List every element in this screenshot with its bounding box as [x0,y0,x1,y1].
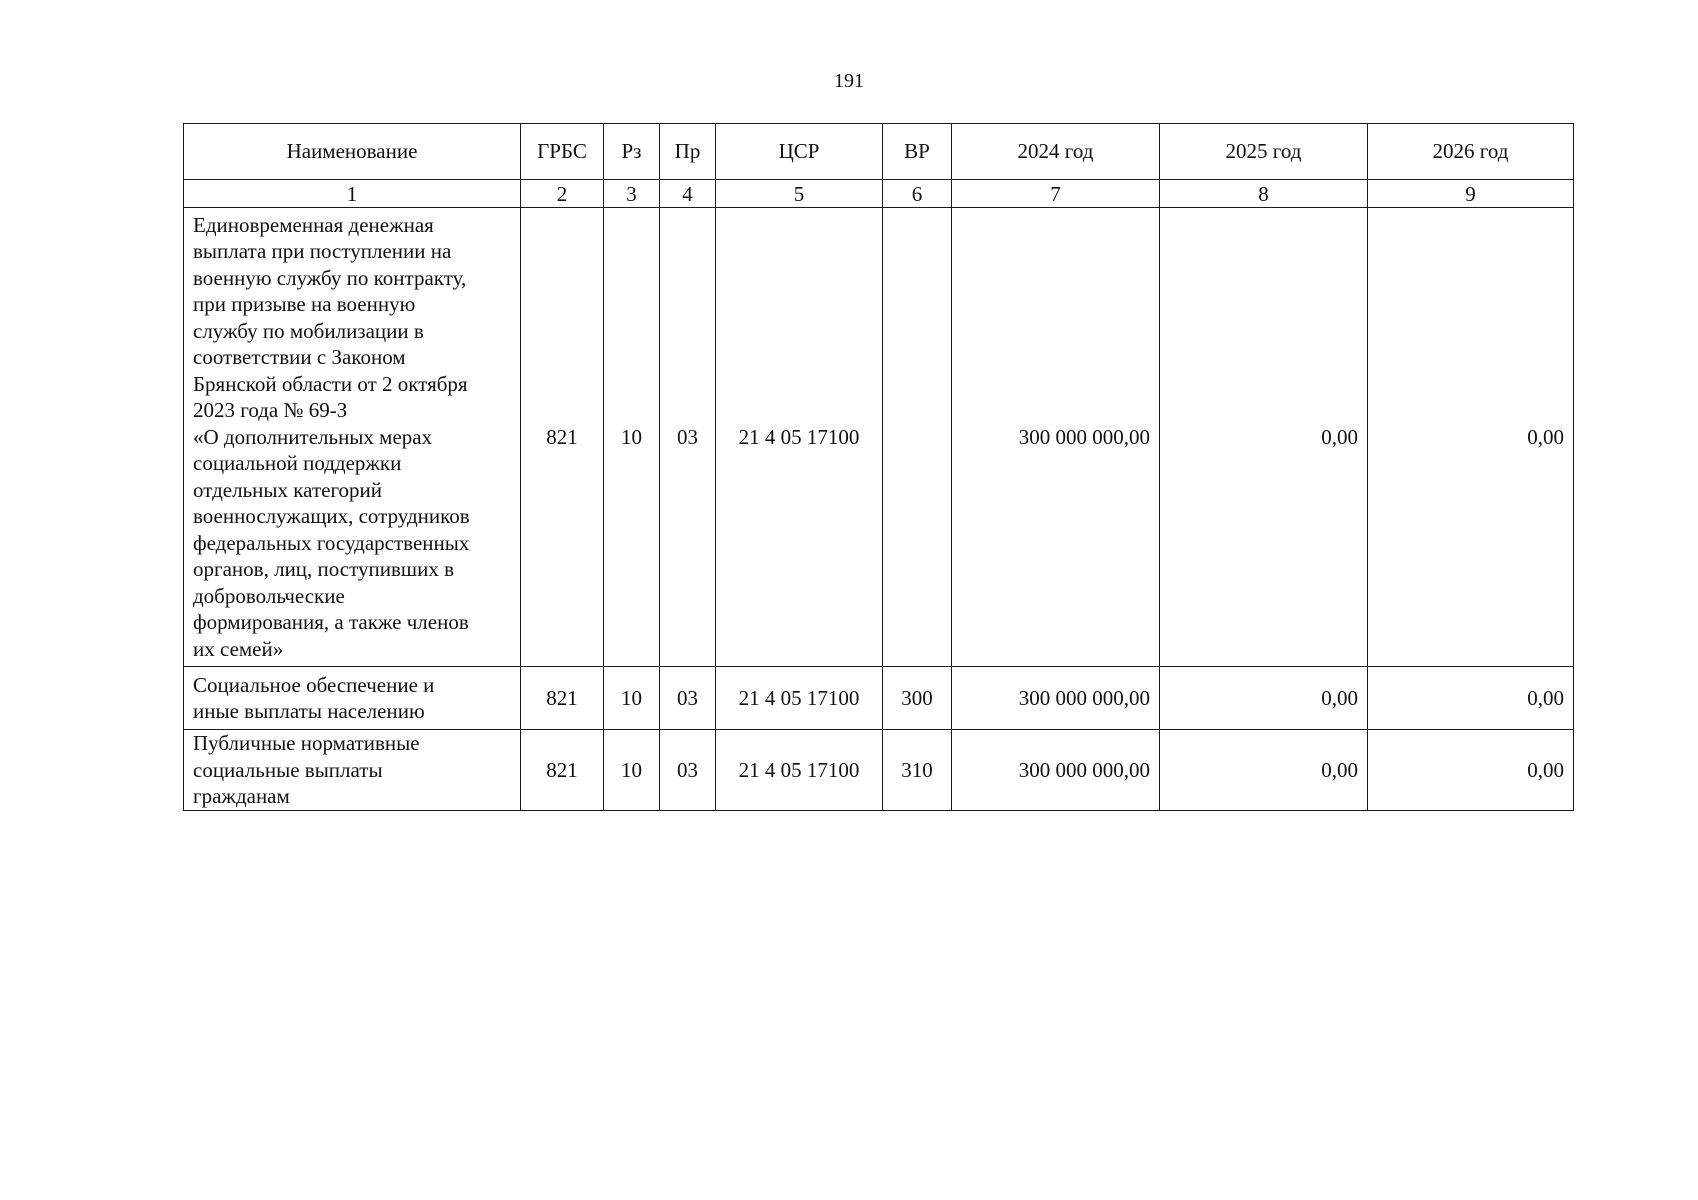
row-pr: 03 [660,730,716,811]
row-vr [883,208,952,667]
row-vr: 310 [883,730,952,811]
header-csr: ЦСР [716,124,883,180]
row-pr: 03 [660,667,716,730]
header-grbs: ГРБС [521,124,604,180]
column-number: 3 [604,180,660,208]
page-number: 191 [834,70,864,92]
row-csr: 21 4 05 17100 [716,730,883,811]
column-number: 2 [521,180,604,208]
header-vr: ВР [883,124,952,180]
column-number-row [184,180,1574,208]
header-rz: Рз [604,124,660,180]
row-2024: 300 000 000,00 [952,208,1160,667]
row-2025: 0,00 [1160,208,1368,667]
table-row [184,730,1574,811]
row-rz: 10 [604,730,660,811]
header-2024: 2024 год [952,124,1160,180]
row-csr: 21 4 05 17100 [716,667,883,730]
row-grbs: 821 [521,208,604,667]
table-row [184,667,1574,730]
row-name: Социальное обеспечение и иные выплаты населению [184,667,521,730]
column-number: 9 [1368,180,1574,208]
row-grbs: 821 [521,730,604,811]
row-vr: 300 [883,667,952,730]
row-2024: 300 000 000,00 [952,730,1160,811]
row-2026: 0,00 [1368,208,1574,667]
column-number: 1 [184,180,521,208]
row-2025: 0,00 [1160,667,1368,730]
row-2024: 300 000 000,00 [952,667,1160,730]
column-number: 7 [952,180,1160,208]
header-2026: 2026 год [1368,124,1574,180]
table-row [184,208,1574,667]
budget-table [183,123,1574,811]
column-number: 6 [883,180,952,208]
column-number: 8 [1160,180,1368,208]
header-pr: Пр [660,124,716,180]
row-name: Публичные нормативные социальные выплаты гражданам [184,730,521,811]
header-2025: 2025 год [1160,124,1368,180]
row-csr: 21 4 05 17100 [716,208,883,667]
row-2025: 0,00 [1160,730,1368,811]
row-grbs: 821 [521,667,604,730]
row-name: Единовременная денежная выплата при поступлении на военную службу по контракту, при призыве на военную службу по мобилизации в соответствии с Законом Брянской области от 2 октября 2023 года № 69-З «О дополнительных мерах социальной поддержки отдельных категорий военнослужащих, сотрудников федеральных государственных органов, лиц, поступивших в добровольческие формирования, а также членов их семей» [184,208,521,667]
row-rz: 10 [604,667,660,730]
row-pr: 03 [660,208,716,667]
column-number: 5 [716,180,883,208]
header-name: Наименование [184,124,521,180]
header-row [184,124,1574,180]
column-number: 4 [660,180,716,208]
row-2026: 0,00 [1368,730,1574,811]
row-rz: 10 [604,208,660,667]
row-2026: 0,00 [1368,667,1574,730]
